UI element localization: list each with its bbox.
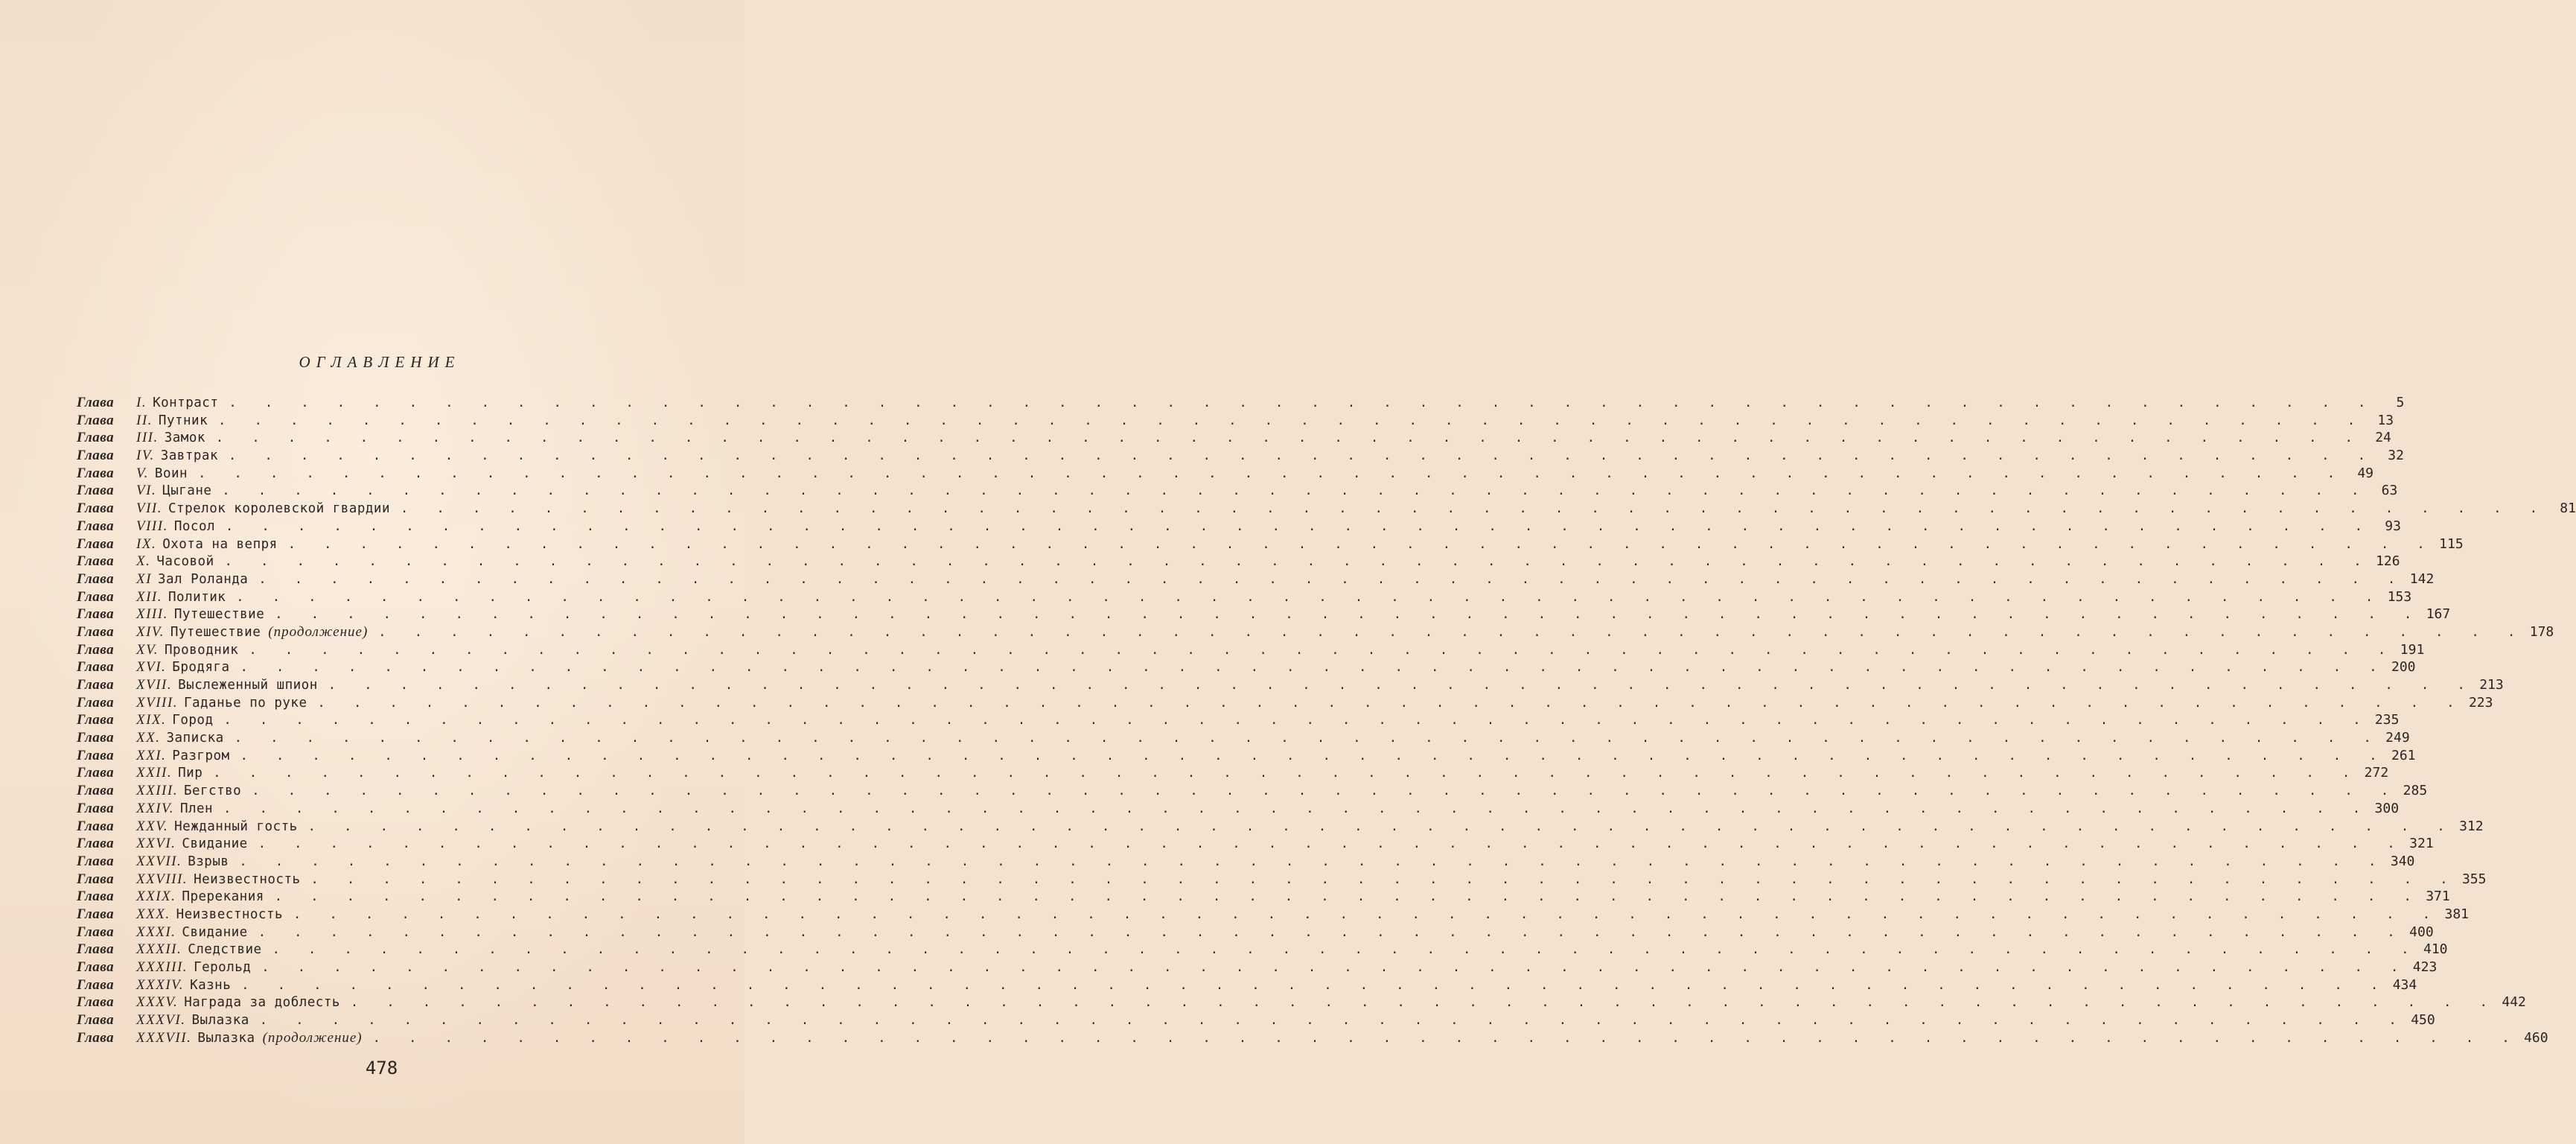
chapter-subtitle: (продолжение) <box>262 1029 363 1046</box>
page-ref: 460 <box>2524 1029 2548 1046</box>
toc-entry <box>77 1029 2548 1047</box>
chapter-title: Контраст <box>153 395 219 410</box>
chapter-label: Глава <box>77 536 115 552</box>
chapter-label: Глава <box>77 677 115 693</box>
chapter-number: XXI. <box>136 747 167 763</box>
dot-leader: . . . . . . . . . . . . . . . . . . . . . . . . . . . . . . . . . . . . . . . . . . . . . . . . . . . . . . . . . . . . <box>223 713 2371 728</box>
chapter-label: Глава <box>77 1029 115 1046</box>
page-ref: 13 <box>2377 412 2394 428</box>
chapter-number: XXIX. <box>136 889 176 905</box>
page-ref: 434 <box>2392 976 2417 993</box>
toc-entry <box>77 906 2469 924</box>
page-ref: 300 <box>2374 800 2400 816</box>
toc-entry <box>77 553 2400 571</box>
page-ref: 63 <box>2381 483 2398 499</box>
chapter-number: III. <box>136 430 159 446</box>
chapter-title: Вылазка <box>191 1013 249 1029</box>
page-ref: 167 <box>2426 606 2451 623</box>
page-ref: 32 <box>2388 448 2404 464</box>
chapter-label: Глава <box>77 659 115 676</box>
chapter-number: XIV. <box>136 623 165 640</box>
chapter-label: Глава <box>77 836 115 852</box>
chapter-label: Глава <box>77 783 115 799</box>
dot-leader: . . . . . . . . . . . . . . . . . . . . . . . . . . . . . . . . . . . . . . . . . . . . . . . . . . . . . . . . . . . . <box>275 607 2423 623</box>
chapter-label: Глава <box>77 588 115 605</box>
dot-leader: . . . . . . . . . . . . . . . . . . . . . . . . . . . . . . . . . . . . . . . . . . . . . . . . . . . . . . . . . . . . <box>287 536 2435 552</box>
chapter-label: Глава <box>77 800 115 816</box>
dot-leader: . . . . . . . . . . . . . . . . . . . . . . . . . . . . . . . . . . . . . . . . . . . . . . . . . . . . . . . . . . . . <box>236 589 2384 605</box>
chapter-number: VII. <box>136 500 163 517</box>
chapter-label: Глава <box>77 465 115 481</box>
dot-leader: . . . . . . . . . . . . . . . . . . . . . . . . . . . . . . . . . . . . . . . . . . . . . . . . . . . . . . . . . . . . <box>215 430 2363 446</box>
chapter-number: XI <box>136 571 152 587</box>
page-ref: 81 <box>2560 500 2576 517</box>
dot-leader: . . . . . . . . . . . . . . . . . . . . . . . . . . . . . . . . . . . . . . . . . . . . . . . . . . . . . . . . . . . . <box>229 395 2376 410</box>
chapter-label: Глава <box>77 412 115 428</box>
chapter-title: Выслеженный шпион <box>178 678 318 693</box>
chapter-label: Глава <box>77 571 115 587</box>
toc-entry <box>77 994 2526 1011</box>
chapter-label: Глава <box>77 1012 115 1029</box>
dot-leader: . . . . . . . . . . . . . . . . . . . . . . . . . . . . . . . . . . . . . . . . . . . . . . . . . . . . . . . . . . . . <box>258 836 2406 852</box>
chapter-number: XXVI. <box>136 836 176 852</box>
dot-leader: . . . . . . . . . . . . . . . . . . . . . . . . . . . . . . . . . . . . . . . . . . . . . . . . . . . . . . . . . . . . <box>226 518 2373 534</box>
chapter-number: XXIV. <box>136 800 174 816</box>
chapter-title: Путешествие <box>173 607 265 623</box>
page-ref: 442 <box>2502 994 2526 1011</box>
toc-entry <box>77 959 2438 976</box>
page-ref: 115 <box>2439 536 2464 552</box>
chapter-title: Свидание <box>182 924 248 940</box>
page-ref: 312 <box>2459 818 2484 834</box>
chapter-title: Разгром <box>172 748 230 763</box>
dot-leader: . . . . . . . . . . . . . . . . . . . . . . . . . . . . . . . . . . . . . . . . . . . . . . . . . . . . . . . . . . . . <box>307 819 2455 834</box>
toc-entry <box>77 482 2398 500</box>
chapter-title: Политик <box>168 589 226 605</box>
chapter-label: Глава <box>77 712 115 728</box>
chapter-title: Путник <box>158 413 208 428</box>
toc-entry <box>77 782 2428 800</box>
dot-leader: . . . . . . . . . . . . . . . . . . . . . . . . . . . . . . . . . . . . . . . . . . . . . . . . . . . . . . . . . . . . <box>274 889 2422 905</box>
toc-entry <box>77 747 2416 765</box>
toc-entry <box>77 606 2451 623</box>
chapter-label: Глава <box>77 694 115 711</box>
chapter-title: Охота на вепря <box>162 536 278 552</box>
toc-entry <box>77 729 2410 747</box>
page-ref: 261 <box>2391 747 2416 763</box>
toc-entry <box>77 394 2405 412</box>
chapter-number: XVIII. <box>136 694 178 711</box>
page-title: ОГЛАВЛЕНИЕ <box>299 353 461 371</box>
dot-leader: . . . . . . . . . . . . . . . . . . . . . . . . . . . . . . . . . . . . . . . . . . . . . . . . . . . . . . . . . . . . <box>249 642 2397 658</box>
page-ref: 213 <box>2479 677 2504 693</box>
chapter-title: Неизвестность <box>194 871 301 887</box>
page-ref: 249 <box>2385 730 2410 746</box>
toc-entry <box>77 641 2425 659</box>
chapter-number: XXXV. <box>136 994 179 1011</box>
chapter-label: Глава <box>77 976 115 993</box>
chapter-number: XXXII. <box>136 941 182 958</box>
chapter-number: XV. <box>136 641 159 658</box>
page-ref: 126 <box>2376 553 2400 570</box>
dot-leader: . . . . . . . . . . . . . . . . . . . . . . . . . . . . . . . . . . . . . . . . . . . . . . . . . . . . . . . . . . . . <box>241 977 2389 993</box>
chapter-number: XXXVI. <box>136 1012 186 1029</box>
toc-entry <box>77 888 2450 906</box>
toc-entry <box>77 853 2415 871</box>
chapter-number: XXVIII. <box>136 871 188 887</box>
chapter-number: IV. <box>136 448 155 464</box>
toc-entry <box>77 976 2417 994</box>
chapter-number: XVII. <box>136 677 173 693</box>
chapter-title: Свидание <box>182 836 248 852</box>
chapter-number: V. <box>136 465 149 481</box>
chapter-label: Глава <box>77 518 115 534</box>
toc-entry <box>77 588 2412 606</box>
chapter-title: Вылазка <box>197 1030 255 1046</box>
chapter-number: XII. <box>136 588 163 605</box>
chapter-label: Глава <box>77 623 115 640</box>
chapter-title: Замок <box>164 430 205 446</box>
dot-leader: . . . . . . . . . . . . . . . . . . . . . . . . . . . . . . . . . . . . . . . . . . . . . . . . . . . . . . . . . . . . <box>317 695 2465 711</box>
dot-leader: . . . . . . . . . . . . . . . . . . . . . . . . . . . . . . . . . . . . . . . . . . . . . . . . . . . . . . . . . . . . <box>252 784 2400 799</box>
chapter-title: Пир <box>178 766 203 781</box>
chapter-title: Казнь <box>190 977 232 993</box>
chapter-title: Часовой <box>156 554 214 570</box>
dot-leader: . . . . . . . . . . . . . . . . . . . . . . . . . . . . . . . . . . . . . . . . . . . . . . . . . . . . . . . . . . . . <box>224 554 2372 570</box>
toc-entry <box>77 1011 2435 1029</box>
dot-leader: . . . . . . . . . . . . . . . . . . . . . . . . . . . . . . . . . . . . . . . . . . . . . . . . . . . . . . . . . . . . <box>213 766 2361 781</box>
toc-entry <box>77 447 2404 465</box>
chapter-label: Глава <box>77 553 115 570</box>
chapter-label: Глава <box>77 641 115 658</box>
chapter-label: Глава <box>77 448 115 464</box>
page-ref: 200 <box>2391 659 2416 676</box>
page-ref: 223 <box>2468 694 2493 711</box>
toc-entry <box>77 711 2400 729</box>
toc-entry <box>77 623 2554 641</box>
toc-entry <box>77 658 2416 676</box>
page-ref: 49 <box>2357 465 2374 481</box>
chapter-title: Плен <box>179 801 214 816</box>
dot-leader: . . . . . . . . . . . . . . . . . . . . . . . . . . . . . . . . . . . . . . . . . . . . . . . . . . . . . . . . . . . . <box>310 871 2458 887</box>
chapter-title: Следствие <box>188 942 262 958</box>
toc-entry <box>77 412 2394 430</box>
page-ref: 178 <box>2529 623 2554 640</box>
chapter-number: XVI. <box>136 659 167 676</box>
page-ref: 24 <box>2375 430 2391 446</box>
chapter-number: II. <box>136 412 153 428</box>
toc-entry <box>77 800 2400 818</box>
page-ref: 5 <box>2396 395 2405 410</box>
chapter-label: Глава <box>77 483 115 499</box>
chapter-number: XXXIV. <box>136 976 185 993</box>
chapter-number: XXX. <box>136 906 170 922</box>
chapter-label: Глава <box>77 959 115 975</box>
chapter-title: Герольд <box>194 960 252 975</box>
dot-leader: . . . . . . . . . . . . . . . . . . . . . . . . . . . . . . . . . . . . . . . . . . . . . . . . . . . . . . . . . . . . <box>218 413 2366 428</box>
chapter-number: XXXI. <box>136 924 176 940</box>
chapter-label: Глава <box>77 765 115 781</box>
chapter-label: Глава <box>77 853 115 869</box>
chapter-label: Глава <box>77 906 115 922</box>
chapter-number: XXII. <box>136 765 173 781</box>
toc-entry <box>77 764 2389 782</box>
chapter-number: XXVII. <box>136 853 182 869</box>
chapter-title: Цыгане <box>162 483 212 499</box>
page-number: 478 <box>365 1058 398 1078</box>
page-ref: 400 <box>2409 924 2434 940</box>
chapter-number: XIII. <box>136 606 168 623</box>
chapter-label: Глава <box>77 730 115 746</box>
chapter-number: I. <box>136 395 147 410</box>
chapter-title: Гаданье по руке <box>183 695 307 711</box>
chapter-title: Записка <box>166 731 224 746</box>
dot-leader: . . . . . . . . . . . . . . . . . . . . . . . . . . . . . . . . . . . . . . . . . . . . . . . . . . . . . . . . . . . . <box>240 748 2388 763</box>
chapter-title: Проводник <box>165 642 239 658</box>
dot-leader: . . . . . . . . . . . . . . . . . . . . . . . . . . . . . . . . . . . . . . . . . . . . . . . . . . . . . . . . . . . . <box>223 801 2371 816</box>
chapter-number: XXIII. <box>136 783 178 799</box>
chapter-number: VI. <box>136 483 157 499</box>
page-ref: 272 <box>2364 765 2389 781</box>
dot-leader: . . . . . . . . . . . . . . . . . . . . . . . . . . . . . . . . . . . . . . . . . . . . . . . . . . . . . . . . . . . . <box>234 731 2382 746</box>
chapter-number: XX. <box>136 730 161 746</box>
chapter-number: X. <box>136 553 151 570</box>
dot-leader: . . . . . . . . . . . . . . . . . . . . . . . . . . . . . . . . . . . . . . . . . . . . . . . . . . . . . . . . . . . . <box>198 465 2346 481</box>
chapter-title: Награда за доблесть <box>184 995 340 1011</box>
chapter-number: XXXIII. <box>136 959 188 975</box>
page-ref: 321 <box>2409 836 2434 852</box>
chapter-label: Глава <box>77 924 115 940</box>
chapter-number: XIX. <box>136 712 167 728</box>
chapter-number: XXV. <box>136 818 169 834</box>
page-ref: 371 <box>2426 889 2450 905</box>
page-ref: 235 <box>2374 712 2400 728</box>
chapter-label: Глава <box>77 889 115 905</box>
toc-entry <box>77 941 2448 959</box>
page-ref: 355 <box>2461 871 2487 887</box>
dot-leader: . . . . . . . . . . . . . . . . . . . . . . . . . . . . . . . . . . . . . . . . . . . . . . . . . . . . . . . . . . . . <box>240 660 2388 676</box>
chapter-title: Пререкания <box>182 889 264 905</box>
page-ref: 410 <box>2423 941 2448 958</box>
chapter-title: Бегство <box>183 784 242 799</box>
chapter-label: Глава <box>77 871 115 887</box>
toc-entry <box>77 818 2484 836</box>
chapter-title: Зал Роланда <box>157 571 249 587</box>
page-ref: 450 <box>2411 1012 2435 1029</box>
chapter-title: Неизвестность <box>176 906 284 922</box>
chapter-label: Глава <box>77 818 115 834</box>
chapter-title: Воин <box>154 465 188 481</box>
chapter-label: Глава <box>77 395 115 410</box>
toc-entry <box>77 465 2374 483</box>
toc-entry <box>77 871 2487 889</box>
toc-entry <box>77 571 2435 588</box>
toc-entry <box>77 924 2434 941</box>
chapter-title: Бродяга <box>172 660 230 676</box>
chapter-title: Посол <box>173 518 216 534</box>
toc-entry <box>77 518 2401 536</box>
toc-entry <box>77 835 2434 853</box>
chapter-title: Завтрак <box>160 448 218 464</box>
chapter-subtitle: (продолжение) <box>268 623 369 640</box>
toc-entry <box>77 536 2464 553</box>
page-ref: 340 <box>2390 853 2415 869</box>
page-ref: 93 <box>2385 518 2401 534</box>
page-ref: 423 <box>2412 959 2438 975</box>
dot-leader: . . . . . . . . . . . . . . . . . . . . . . . . . . . . . . . . . . . . . . . . . . . . . . . . . . . . . . . . . . . . <box>222 483 2370 499</box>
page-ref: 142 <box>2409 571 2435 587</box>
toc-entry <box>77 676 2504 694</box>
chapter-number: XXXVII. <box>136 1029 192 1046</box>
chapter-label: Глава <box>77 747 115 763</box>
dot-leader: . . . . . . . . . . . . . . . . . . . . . . . . . . . . . . . . . . . . . . . . . . . . . . . . . . . . . . . . . . . . <box>239 854 2387 869</box>
chapter-number: IX. <box>136 536 157 552</box>
chapter-title: Взрыв <box>188 854 229 869</box>
dot-leader: . . . . . . . . . . . . . . . . . . . . . . . . . . . . . . . . . . . . . . . . . . . . . . . . . . . . . . . . . . . . <box>350 995 2498 1011</box>
chapter-label: Глава <box>77 941 115 958</box>
chapter-label: Глава <box>77 430 115 446</box>
dot-leader: . . . . . . . . . . . . . . . . . . . . . . . . . . . . . . . . . . . . . . . . . . . . . . . . . . . . . . . . . . . . <box>378 624 2526 640</box>
chapter-number: VIII. <box>136 518 168 534</box>
chapter-title: Город <box>172 713 214 728</box>
chapter-title: Стрелок королевской гвардии <box>168 501 390 517</box>
page-ref: 285 <box>2403 783 2428 799</box>
dot-leader: . . . . . . . . . . . . . . . . . . . . . . . . . . . . . . . . . . . . . . . . . . . . . . . . . . . . . . . . . . . . <box>229 448 2376 464</box>
toc-entry <box>77 694 2493 712</box>
dot-leader: . . . . . . . . . . . . . . . . . . . . . . . . . . . . . . . . . . . . . . . . . . . . . . . . . . . . . . . . . . . . <box>261 960 2409 975</box>
chapter-title: Путешествие <box>170 624 261 640</box>
dot-leader: . . . . . . . . . . . . . . . . . . . . . . . . . . . . . . . . . . . . . . . . . . . . . . . . . . . . . . . . . . . . <box>401 501 2548 517</box>
dot-leader: . . . . . . . . . . . . . . . . . . . . . . . . . . . . . . . . . . . . . . . . . . . . . . . . . . . . . . . . . . . . <box>272 942 2420 958</box>
toc-entry <box>77 429 2391 447</box>
chapter-label: Глава <box>77 606 115 623</box>
page-ref: 191 <box>2400 641 2425 658</box>
page-ref: 153 <box>2387 588 2412 605</box>
toc-entry <box>77 500 2576 518</box>
dot-leader: . . . . . . . . . . . . . . . . . . . . . . . . . . . . . . . . . . . . . . . . . . . . . . . . . . . . . . . . . . . . <box>328 678 2475 693</box>
dot-leader: . . . . . . . . . . . . . . . . . . . . . . . . . . . . . . . . . . . . . . . . . . . . . . . . . . . . . . . . . . . . <box>258 924 2406 940</box>
chapter-label: Глава <box>77 500 115 517</box>
dot-leader: . . . . . . . . . . . . . . . . . . . . . . . . . . . . . . . . . . . . . . . . . . . . . . . . . . . . . . . . . . . . <box>372 1030 2520 1046</box>
dot-leader: . . . . . . . . . . . . . . . . . . . . . . . . . . . . . . . . . . . . . . . . . . . . . . . . . . . . . . . . . . . . <box>293 906 2440 922</box>
dot-leader: . . . . . . . . . . . . . . . . . . . . . . . . . . . . . . . . . . . . . . . . . . . . . . . . . . . . . . . . . . . . <box>258 571 2406 587</box>
page-ref: 381 <box>2444 906 2469 922</box>
dot-leader: . . . . . . . . . . . . . . . . . . . . . . . . . . . . . . . . . . . . . . . . . . . . . . . . . . . . . . . . . . . . <box>259 1013 2407 1029</box>
table-of-contents <box>77 394 2576 1046</box>
chapter-title: Нежданный гость <box>174 819 298 834</box>
chapter-label: Глава <box>77 994 115 1011</box>
